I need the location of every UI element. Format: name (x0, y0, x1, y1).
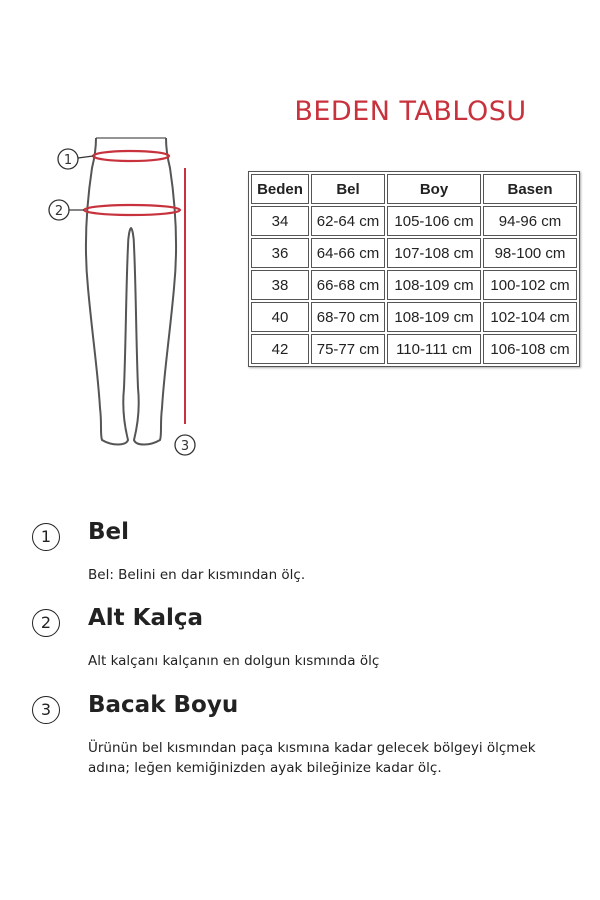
cell-beden: 38 (251, 270, 309, 300)
header-bel: Bel (311, 174, 385, 204)
page-title: BEDEN TABLOSU (294, 96, 527, 127)
header-beden: Beden (251, 174, 309, 204)
cell-bel: 68-70 cm (311, 302, 385, 332)
cell-boy: 108-109 cm (387, 270, 481, 300)
cell-bel: 75-77 cm (311, 334, 385, 364)
cell-basen: 102-104 cm (483, 302, 577, 332)
marker-3-label: 3 (180, 439, 190, 454)
leggings-outline-icon (40, 128, 220, 468)
header-boy: Boy (387, 174, 481, 204)
cell-beden: 40 (251, 302, 309, 332)
section-title: Bel (88, 519, 130, 545)
cell-beden: 42 (251, 334, 309, 364)
cell-beden: 36 (251, 238, 309, 268)
cell-boy: 107-108 cm (387, 238, 481, 268)
cell-basen: 98-100 cm (483, 238, 577, 268)
cell-boy: 105-106 cm (387, 206, 481, 236)
section-description: Bel: Belini en dar kısmından ölç. (88, 567, 306, 583)
table-row (251, 270, 577, 300)
size-table (248, 171, 580, 367)
section-number-badge: 1 (32, 523, 60, 551)
cell-basen: 94-96 cm (483, 206, 577, 236)
section-description: Ürünün bel kısmından paça kısmına kadar gelecek bölgeyi ölçmek adına; leğen kemiğinizden ayak bileğinize kadar ölç. (88, 740, 536, 776)
cell-bel: 64-66 cm (311, 238, 385, 268)
section-number-badge: 2 (32, 609, 60, 637)
table-row (251, 206, 577, 236)
cell-boy: 108-109 cm (387, 302, 481, 332)
section-number-badge: 3 (32, 696, 60, 724)
cell-basen: 106-108 cm (483, 334, 577, 364)
cell-bel: 62-64 cm (311, 206, 385, 236)
cell-basen: 100-102 cm (483, 270, 577, 300)
section-description: Alt kalçanı kalçanın en dolgun kısmında ölç (88, 653, 380, 669)
section-title: Bacak Boyu (88, 692, 239, 718)
cell-bel: 66-68 cm (311, 270, 385, 300)
section-title: Alt Kalça (88, 605, 204, 631)
marker-1-label: 1 (63, 153, 73, 168)
marker-2-label: 2 (54, 204, 64, 219)
table-row (251, 334, 577, 364)
header-basen: Basen (483, 174, 577, 204)
cell-boy: 110-111 cm (387, 334, 481, 364)
table-row (251, 238, 577, 268)
cell-beden: 34 (251, 206, 309, 236)
table-row (251, 302, 577, 332)
table-header-row (251, 174, 577, 204)
